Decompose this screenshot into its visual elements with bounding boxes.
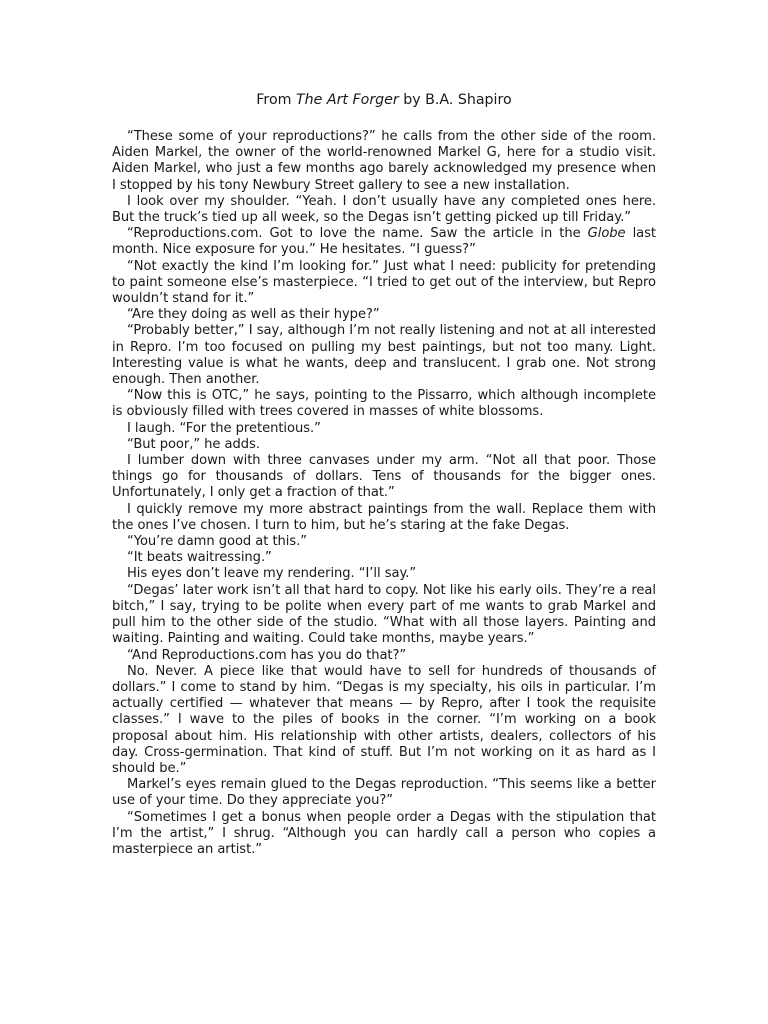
- paragraph-5: “Are they doing as well as their hype?”: [127, 307, 380, 323]
- title-book-name: The Art Forger: [295, 92, 399, 108]
- paragraph-3: [112, 226, 656, 258]
- paragraph-14: His eyes don’t leave my rendering. “I’ll say.”: [127, 566, 417, 582]
- paragraph-6: “Probably better,” I say, although I’m not really listening and not at all interested in Repro. I’m too focused on pulling my best paintings, but not too many. Light. Interesting value is what he wants, deep and translucent. I grab one. Not strong enough. Then another.: [112, 323, 656, 388]
- paragraph-12: “You’re damn good at this.”: [127, 534, 307, 550]
- paragraph-3-emphasis: Globe: [587, 226, 626, 242]
- paragraph-8: I laugh. “For the pretentious.”: [127, 420, 321, 436]
- paragraph-3-after: last month. Nice exposure for you.” He hesitates. “I guess?”: [112, 226, 657, 258]
- paragraph-4: “Not exactly the kind I’m looking for.” Just what I need: publicity for pretending to paint someone else’s masterpiece. “I tried to get out of the interview, but Repro wouldn’t stand for it.”: [112, 258, 656, 307]
- paragraph-10: I lumber down with three canvases under my arm. “Not all that poor. Those things go for thousands of dollars. Tens of thousands for the bigger ones. Unfortunately, I only get a fraction of that.”: [112, 453, 656, 501]
- paragraph-2: I look over my shoulder. “Yeah. I don’t usually have any completed ones here. But the truck’s tied up all week, so the Degas isn’t getting picked up till Friday.”: [112, 193, 656, 226]
- paragraph-3-before: “Reproductions.com. Got to love the name. Saw the article in the: [127, 226, 588, 242]
- paragraph-9: “But poor,” he adds.: [127, 436, 260, 452]
- paragraph-19: “Sometimes I get a bonus when people order a Degas with the stipulation that I’m the artist,” I shrug. “Although you can hardly call a person who copies a masterpiece an artist.”: [112, 809, 656, 857]
- paragraph-7: “Now this is OTC,” he says, pointing to the Pissarro, which although incomplete is obviously filled with trees covered in masses of white blossoms.: [112, 388, 656, 420]
- paragraph-18: Markel’s eyes remain glued to the Degas reproduction. “This seems like a better use of your time. Do they appreciate you?”: [112, 777, 656, 809]
- paragraph-16: “And Reproductions.com has you do that?”: [127, 647, 407, 663]
- paragraph-17: No. Never. A piece like that would have to sell for hundreds of thousands of dollars.” I come to stand by him. “Degas is my specialty, his oils in particular. I’m actually certified — whatever that means — by Repro, after I took the requisite classes.” I wave to the piles of books in the corner. “I’m working on a book proposal about him. His relationship with other artists, dealers, collectors of his day. Cross-germination. That kind of stuff. But I’m not working on it as hard as I should be.”: [112, 663, 656, 776]
- title-author: by B.A. Shapiro: [398, 92, 512, 108]
- paragraph-1: “These some of your reproductions?” he calls from the other side of the room. Aiden Markel, the owner of the world-renowned Markel G, here for a studio visit. Aiden Markel, who just a few months ago barely acknowledged my presence when I stopped by his tony Newbury Street gallery to see a new installation.: [112, 129, 656, 193]
- paragraph-13: “It beats waitressing.”: [127, 550, 272, 566]
- paragraph-15: “Degas’ later work isn’t all that hard to copy. Not like his early oils. They’re a real bitch,” I say, trying to be polite when every part of me wants to grab Markel and pull him to the other side of the studio. “What with all those layers. Painting and waiting. Painting and waiting. Could take months, maybe years.”: [112, 582, 656, 647]
- paragraph-11: I quickly remove my more abstract paintings from the wall. Replace them with the ones I’ve chosen. I turn to him, but he’s staring at the fake Degas.: [112, 501, 656, 533]
- title-prefix: From: [256, 92, 296, 108]
- document-title: [112, 90, 656, 110]
- document-page: [112, 90, 656, 858]
- body-text: [112, 129, 656, 858]
